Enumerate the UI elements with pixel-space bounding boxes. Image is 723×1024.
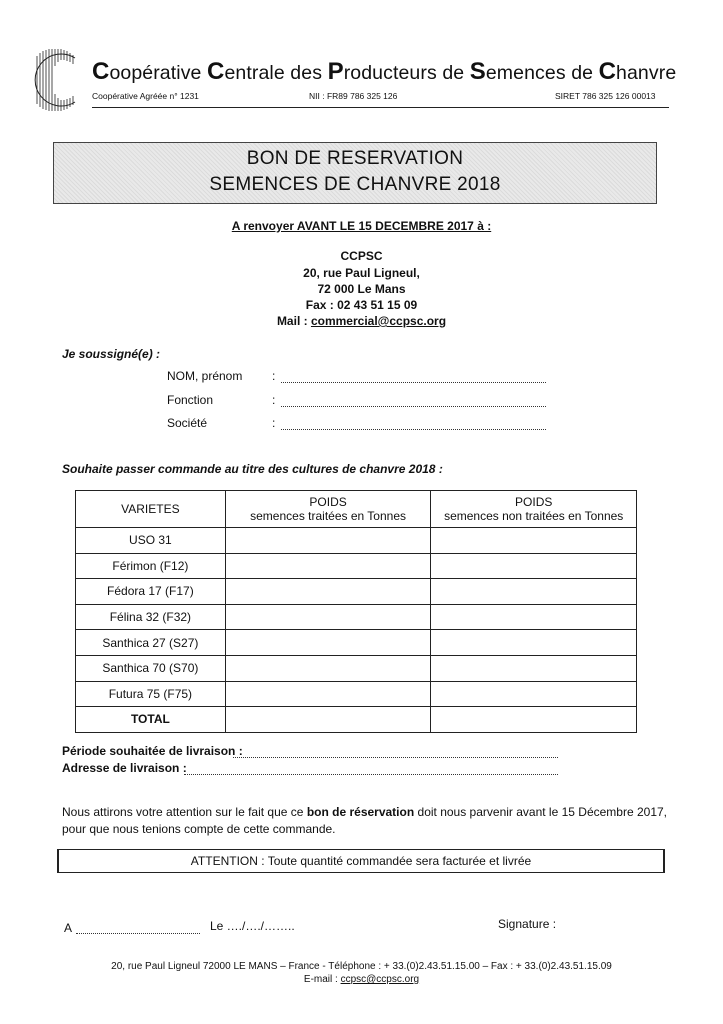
field-colon: : (272, 416, 276, 430)
footer-email-link[interactable]: ccpsc@ccpsc.org (340, 974, 420, 985)
table-row (76, 553, 637, 579)
treated-weight-cell[interactable] (225, 604, 431, 630)
org-name-capital: C (207, 58, 225, 85)
variety-name: TOTAL (76, 707, 226, 733)
field-colon: : (272, 369, 276, 383)
footer-address: 20, rue Paul Ligneul 72000 LE MANS – France - Téléphone : + 33.(0)2.43.51.15.00 – Fax : + 33.(0)2.43.51.15.09 (111, 961, 612, 972)
return-street: 20, rue Paul Ligneul, (303, 266, 420, 280)
delivery-period-line[interactable] (233, 756, 558, 758)
table-row (76, 528, 637, 554)
signature-label: Signature : (498, 917, 557, 931)
mail-link[interactable]: commercial@ccpsc.org (310, 314, 447, 328)
order-intro: Souhaite passer commande au titre des cultures de chanvre 2018 : (62, 462, 443, 476)
treated-weight-cell[interactable] (225, 579, 431, 605)
untreated-weight-cell[interactable] (431, 630, 637, 656)
treated-weight-cell[interactable] (225, 528, 431, 554)
org-name-capital: S (469, 58, 486, 85)
place-label: A (64, 921, 73, 935)
nii-number: NII : FR89 786 325 126 (309, 91, 398, 101)
treated-weight-cell[interactable] (225, 707, 431, 733)
header-divider (92, 107, 669, 108)
org-name-segment: emences de (485, 62, 599, 84)
variety-name: Futura 75 (F75) (76, 681, 226, 707)
field-label-company: Société (167, 416, 208, 430)
org-name-segment: entrale des (224, 62, 328, 84)
table-row (76, 630, 637, 656)
attention-paragraph-line-2: pour que nous tenions compte de cette commande. (62, 822, 336, 836)
untreated-weight-cell[interactable] (431, 681, 637, 707)
table-row (76, 681, 637, 707)
ccpsc-logo (33, 48, 79, 112)
table-row (76, 579, 637, 605)
delivery-address-label: Adresse de livraison : (62, 761, 187, 775)
treated-weight-cell[interactable] (225, 655, 431, 681)
title-line-2: SEMENCES DE CHANVRE 2018 (209, 174, 501, 195)
table-row (76, 604, 637, 630)
delivery-address-line[interactable] (184, 773, 558, 775)
table-header-row (76, 491, 637, 528)
return-deadline-label: A renvoyer AVANT LE 15 DECEMBRE 2017 à : (231, 219, 492, 233)
attention-paragraph-line-1: Nous attirons votre attention sur le fait que ce bon de réservation doit nous parvenir avant le 15 Décembre 2017, (62, 805, 668, 819)
variety-name: USO 31 (76, 528, 226, 554)
return-mail (0, 313, 723, 330)
date-label: Le …./…./…….. (210, 919, 295, 933)
return-name: CCPSC (340, 249, 383, 263)
field-colon: : (272, 393, 276, 407)
variety-name: Santhica 27 (S27) (76, 630, 226, 656)
untreated-weight-cell[interactable] (431, 604, 637, 630)
org-name-capital: C (598, 58, 617, 85)
organization-name (92, 58, 676, 86)
field-label-function: Fonction (167, 393, 214, 407)
field-label-name: NOM, prénom (167, 369, 243, 383)
title-line-1: BON DE RESERVATION (246, 148, 464, 169)
org-name-segment: roducteurs de (343, 62, 470, 84)
return-city: 72 000 Le Mans (317, 282, 406, 296)
attention-notice-box: ATTENTION : Toute quantité commandée sera facturée et livrée (57, 849, 665, 873)
variety-name: Félina 32 (F32) (76, 604, 226, 630)
name-input-line[interactable] (281, 381, 546, 383)
agreement-number: Coopérative Agréée n° 1231 (92, 91, 199, 101)
place-input-line[interactable] (76, 932, 200, 934)
treated-weight-cell[interactable] (225, 630, 431, 656)
treated-weight-cell[interactable] (225, 681, 431, 707)
return-fax: Fax : 02 43 51 15 09 (305, 298, 418, 312)
org-name-capital: C (92, 58, 110, 85)
undersigned-label: Je soussigné(e) : (62, 347, 161, 361)
function-input-line[interactable] (281, 405, 546, 407)
variety-name: Fédora 17 (F17) (76, 579, 226, 605)
mail-label: Mail : (276, 314, 311, 328)
table-total-row (76, 707, 637, 733)
footer-email: E-mail : ccpsc@ccpsc.org (303, 974, 420, 985)
header-untreated-weight: POIDS semences non traitées en Tonnes (431, 491, 637, 528)
header-varieties: VARIETES (76, 491, 226, 528)
treated-weight-cell[interactable] (225, 553, 431, 579)
org-name-segment: hanvre (616, 62, 677, 84)
org-name-capital: P (327, 58, 344, 85)
varieties-table (75, 490, 637, 733)
table-row (76, 655, 637, 681)
org-name-segment: oopérative (109, 62, 208, 84)
delivery-period-label: Période souhaitée de livraison : (62, 744, 243, 758)
variety-name: Santhica 70 (S70) (76, 655, 226, 681)
untreated-weight-cell[interactable] (431, 553, 637, 579)
header-treated-weight: POIDS semences traitées en Tonnes (225, 491, 431, 528)
title-box (53, 142, 657, 204)
untreated-weight-cell[interactable] (431, 579, 637, 605)
company-input-line[interactable] (281, 428, 546, 430)
variety-name: Férimon (F12) (76, 553, 226, 579)
untreated-weight-cell[interactable] (431, 707, 637, 733)
untreated-weight-cell[interactable] (431, 528, 637, 554)
untreated-weight-cell[interactable] (431, 655, 637, 681)
reservation-bold: bon de réservation (306, 805, 415, 819)
siret-number: SIRET 786 325 126 00013 (555, 91, 656, 101)
